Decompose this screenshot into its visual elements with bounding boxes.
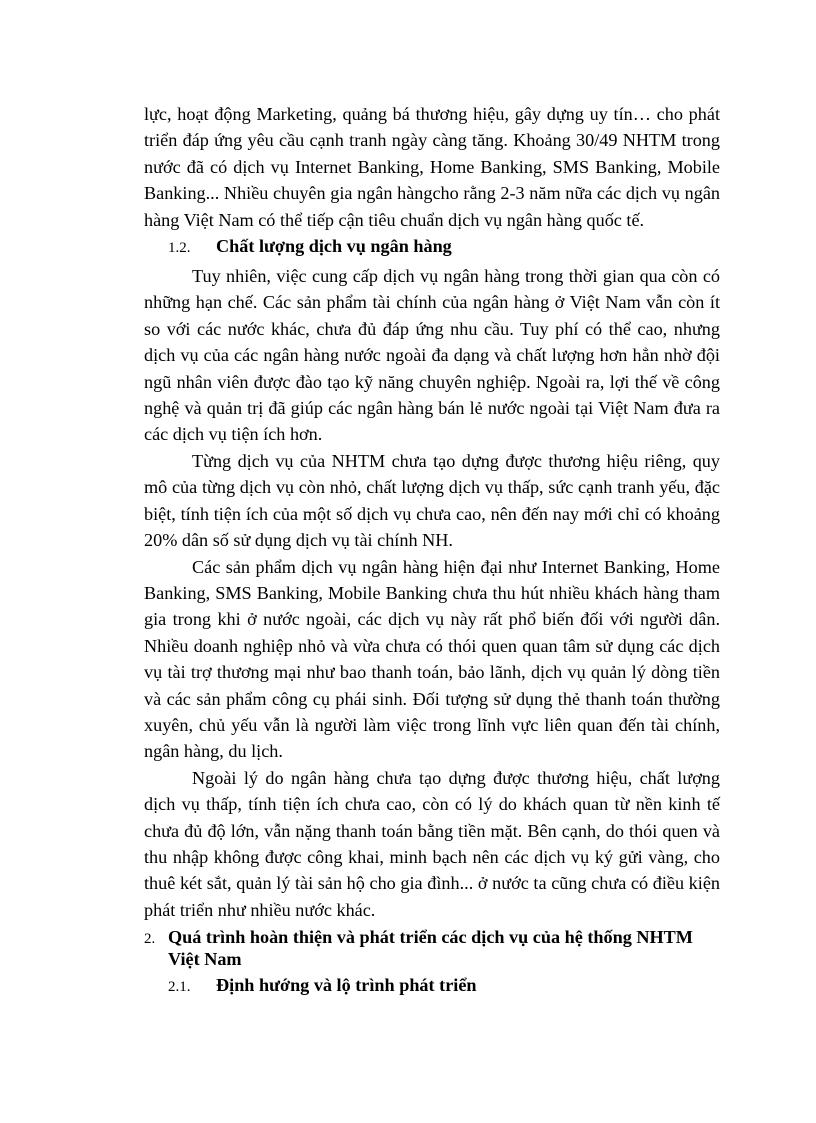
paragraph: Tuy nhiên, việc cung cấp dịch vụ ngân hàng trong thời gian qua còn có những hạn chế. Các sản phẩm tài chính của ngân hàng ở Việt Nam vẫn còn ít so với các nước khác, chưa đủ đáp ứng nhu cầu. Tuy phí có thể cao, nhưng dịch vụ của các ngân hàng nước ngoài đa dạng và chất lượng hơn hẳn nhờ đội ngũ nhân viên được đào tạo kỹ năng chuyên nghiệp. Ngoài ra, lợi thế về công nghệ và quản trị đã giúp các ngân hàng bán lẻ nước ngoài tại Việt Nam đưa ra các dịch vụ tiện ích hơn. <box>144 266 720 445</box>
heading-title: Quá trình hoàn thiện và phát triển các dịch vụ của hệ thống NHTM Việt Nam <box>168 927 693 970</box>
section-heading-2 <box>144 926 720 970</box>
paragraph: Từng dịch vụ của NHTM chưa tạo dựng được thương hiệu riêng, quy mô của từng dịch vụ còn nhỏ, chất lượng dịch vụ thấp, sức cạnh tranh yếu, đặc biệt, tính tiện ích của một số dịch vụ chưa cao, nên đến nay mới chỉ có khoảng 20% dân số sử dụng dịch vụ tài chính NH. <box>144 450 720 551</box>
paragraph: Các sản phẩm dịch vụ ngân hàng hiện đại như Internet Banking, Home Banking, SMS Banking, Mobile Banking chưa thu hút nhiều khách hàng tham gia trong khi ở nước ngoài, các dịch vụ này rất phổ biến đối với người dân. Nhiều doanh nghiệp nhỏ và vừa chưa có thói quen quan tâm sử dụng các dịch vụ tài trợ thương mại như bao thanh toán, bảo lãnh, dịch vụ quản lý dòng tiền và các sản phẩm công cụ phái sinh. Đối tượng sử dụng thẻ thanh toán thường xuyên, chủ yếu vẫn là người làm việc trong lĩnh vực liên quan đến tài chính, ngân hàng, du lịch. <box>144 556 720 762</box>
section-heading-1-2 <box>168 235 720 259</box>
paragraph: Ngoài lý do ngân hàng chưa tạo dựng được thương hiệu, chất lượng dịch vụ thấp, tính tiện ích chưa cao, còn có lý do khách quan từ nền kinh tế chưa đủ độ lớn, vẫn nặng thanh toán bằng tiền mặt. Bên cạnh, do thói quen và thu nhập không được công khai, minh bạch nên các dịch vụ ký gửi vàng, cho thuê két sắt, quản lý tài sản hộ cho gia đình... ở nước ta cũng chưa có điều kiện phát triển như nhiều nước khác. <box>144 767 720 920</box>
heading-number: 2.1. <box>168 979 191 996</box>
heading-number: 1.2. <box>168 240 191 257</box>
document-body <box>144 101 720 998</box>
heading-number: 2. <box>144 931 156 948</box>
paragraph: lực, hoạt động Marketing, quảng bá thương hiệu, gây dựng uy tín… cho phát triển đáp ứng yêu cầu cạnh tranh ngày càng tăng. Khoảng 30/49 NHTM trong nước đã có dịch vụ Internet Banking, Home Banking, SMS Banking, Mobile Banking... Nhiều chuyên gia ngân hàngcho rằng 2-3 năm nữa các dịch vụ ngân hàng Việt Nam có thể tiếp cận tiêu chuẩn dịch vụ ngân hàng quốc tế. <box>144 104 720 230</box>
heading-title: Chất lượng dịch vụ ngân hàng <box>216 236 452 257</box>
section-heading-2-1 <box>168 974 720 998</box>
heading-title: Định hướng và lộ trình phát triển <box>216 975 477 996</box>
